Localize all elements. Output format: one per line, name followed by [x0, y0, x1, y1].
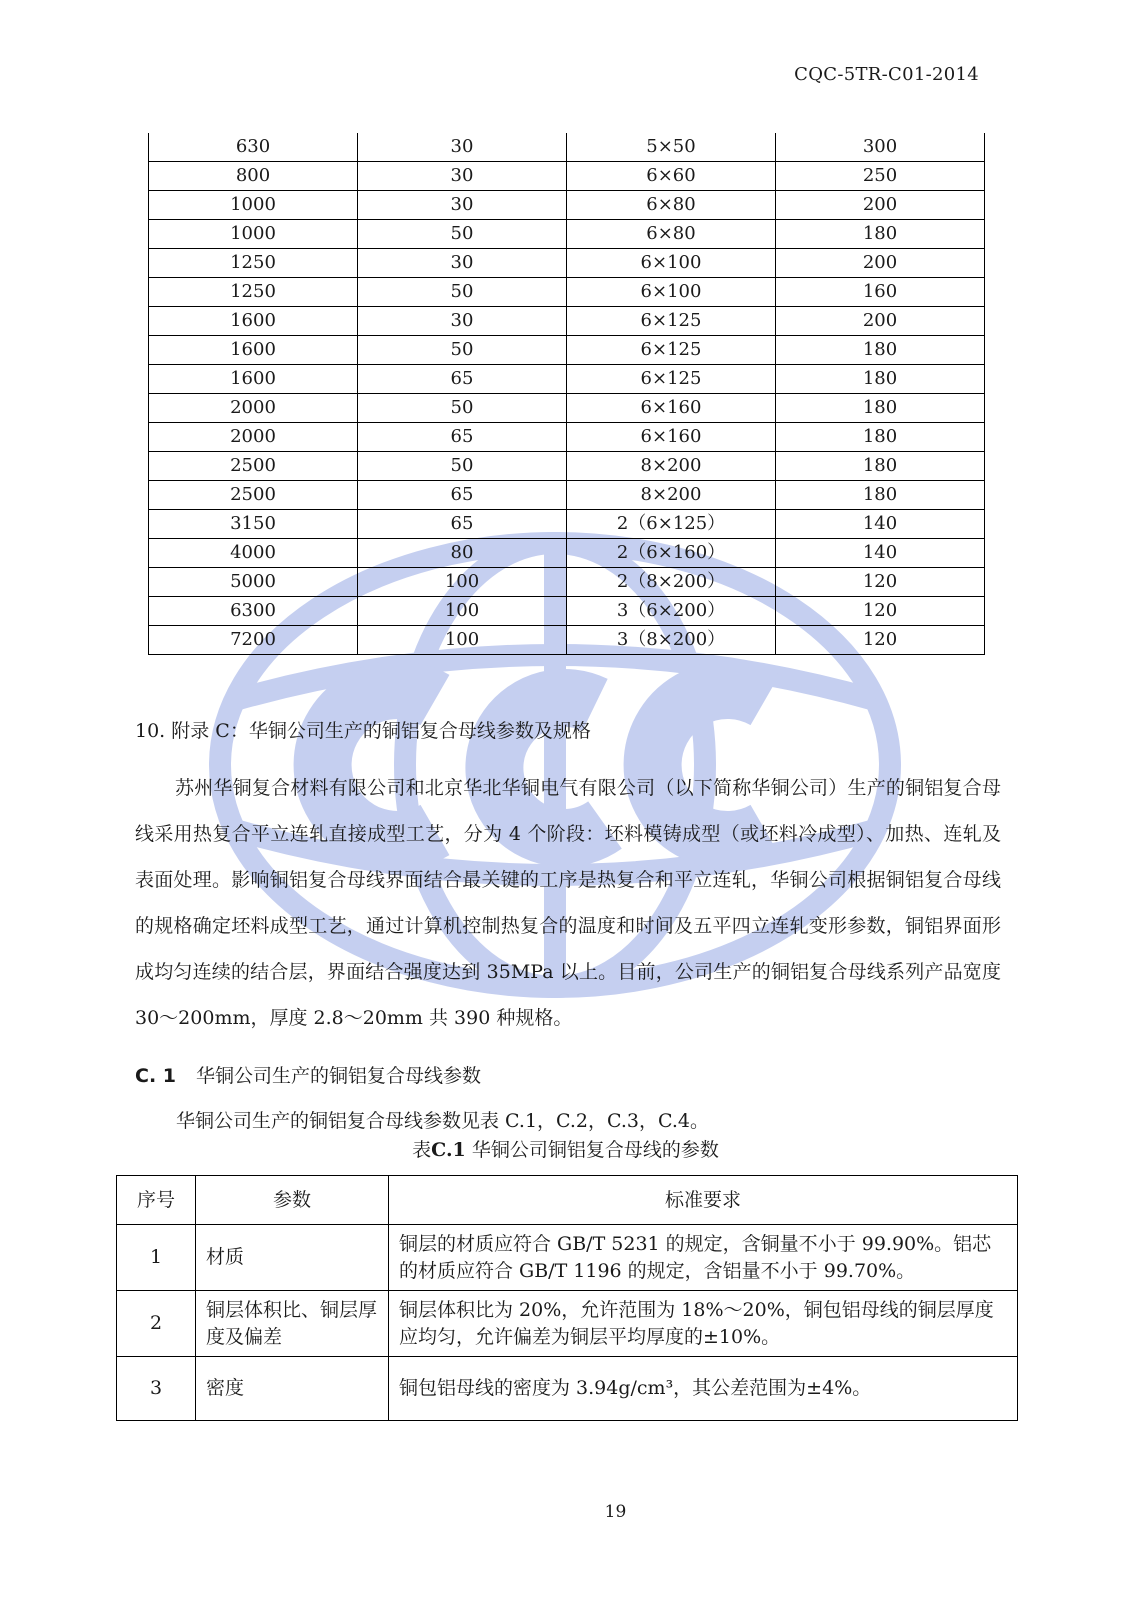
- table-cell: 1250: [149, 278, 358, 307]
- table-row: [149, 191, 985, 220]
- table-cell: 80: [358, 539, 567, 568]
- table-row: [149, 510, 985, 539]
- table-cell: 180: [776, 394, 985, 423]
- table-cell: 65: [358, 423, 567, 452]
- table-cell: 300: [776, 133, 985, 162]
- table-cell: 4000: [149, 539, 358, 568]
- table-cell: 铜包铝母线的密度为 3.94g/cm³，其公差范围为±4%。: [389, 1357, 1018, 1421]
- table-cell: 2500: [149, 452, 358, 481]
- table-cell: 100: [358, 597, 567, 626]
- table-cell: 120: [776, 568, 985, 597]
- table-cell: 140: [776, 539, 985, 568]
- table-cell: 50: [358, 220, 567, 249]
- table-cell: 65: [358, 365, 567, 394]
- table-cell: 120: [776, 626, 985, 655]
- table-cell: 7200: [149, 626, 358, 655]
- table-cell: 180: [776, 220, 985, 249]
- column-header: 序号: [117, 1176, 196, 1225]
- table-header-row: [117, 1176, 1018, 1225]
- table-cell: 180: [776, 336, 985, 365]
- page-number: 19: [604, 1502, 627, 1522]
- table-cell: 1250: [149, 249, 358, 278]
- table-cell: 1000: [149, 191, 358, 220]
- busbar-spec-table: [148, 133, 985, 655]
- table-cell: 1: [117, 1225, 196, 1291]
- table-cell: 120: [776, 597, 985, 626]
- table-row: [117, 1291, 1018, 1357]
- table-row: [149, 597, 985, 626]
- table-cell: 6×125: [567, 307, 776, 336]
- table-cell: 30: [358, 133, 567, 162]
- table-cell: 30: [358, 249, 567, 278]
- caption-number: C.1: [431, 1139, 466, 1161]
- table-cell: 6300: [149, 597, 358, 626]
- table-cell: 250: [776, 162, 985, 191]
- table-cell: 200: [776, 249, 985, 278]
- table-cell: 180: [776, 481, 985, 510]
- table-cell: 180: [776, 365, 985, 394]
- table-cell: 50: [358, 452, 567, 481]
- table-row: [149, 539, 985, 568]
- table-row: [149, 394, 985, 423]
- subsection-paragraph: 华铜公司生产的铜铝复合母线参数见表 C.1，C.2，C.3，C.4。: [176, 1110, 709, 1132]
- table-cell: 5×50: [567, 133, 776, 162]
- table-row: [149, 307, 985, 336]
- caption-prefix: 表: [412, 1139, 432, 1161]
- table-cell: 50: [358, 394, 567, 423]
- table-cell: 65: [358, 481, 567, 510]
- table-cell: 6×125: [567, 336, 776, 365]
- table-cell: 3: [117, 1357, 196, 1421]
- subsection-number: C. 1: [135, 1065, 176, 1087]
- param-table: [116, 1175, 1018, 1421]
- table-cell: 800: [149, 162, 358, 191]
- document-code: CQC-5TR-C01-2014: [794, 64, 979, 85]
- table-cell: 50: [358, 336, 567, 365]
- table-caption: [0, 1135, 1131, 1162]
- table-cell: 30: [358, 307, 567, 336]
- table-cell: 630: [149, 133, 358, 162]
- table-cell: 3（8×200）: [567, 626, 776, 655]
- table-cell: 65: [358, 510, 567, 539]
- table-cell: 5000: [149, 568, 358, 597]
- column-header: 参数: [196, 1176, 389, 1225]
- table-cell: 6×80: [567, 191, 776, 220]
- table-cell: 2（8×200）: [567, 568, 776, 597]
- table-cell: 3（6×200）: [567, 597, 776, 626]
- table-cell: 180: [776, 452, 985, 481]
- table-row: [149, 162, 985, 191]
- table-cell: 1600: [149, 336, 358, 365]
- table-row: [149, 336, 985, 365]
- table-cell: 1600: [149, 307, 358, 336]
- table-row: [149, 278, 985, 307]
- table-row: [149, 452, 985, 481]
- table-cell: 铜层体积比为 20%，允许范围为 18%～20%，铜包铝母线的铜层厚度应均匀，允许偏差为铜层平均厚度的±10%。: [389, 1291, 1018, 1357]
- table-row: [149, 249, 985, 278]
- body-paragraph: 苏州华铜复合材料有限公司和北京华北华铜电气有限公司（以下简称华铜公司）生产的铜铝复合母线采用热复合平立连轧直接成型工艺，分为 4 个阶段：坯料模铸成型（或坯料冷成型）、加热、连轧及表面处理。影响铜铝复合母线界面结合最关键的工序是热复合和平立连轧，华铜公司根据铜铝复合母线的规格确定坯料成型工艺，通过计算机控制热复合的温度和时间及五平四立连轧变形参数，铜铝界面形成均匀连续的结合层，界面结合强度达到 35MPa 以上。目前，公司生产的铜铝复合母线系列产品宽度 30～200mm，厚度 2.8～20mm 共 390 种规格。: [135, 777, 1001, 1029]
- table-cell: 2（6×125）: [567, 510, 776, 539]
- table-cell: 180: [776, 423, 985, 452]
- table-cell: 2500: [149, 481, 358, 510]
- table-cell: 6×80: [567, 220, 776, 249]
- table-cell: 2000: [149, 394, 358, 423]
- table-cell: 6×60: [567, 162, 776, 191]
- table-cell: 50: [358, 278, 567, 307]
- table-cell: 8×200: [567, 481, 776, 510]
- table-cell: 2000: [149, 423, 358, 452]
- table-cell: 8×200: [567, 452, 776, 481]
- table-row: [117, 1225, 1018, 1291]
- table-cell: 100: [358, 626, 567, 655]
- table-cell: 30: [358, 162, 567, 191]
- table-cell: 100: [358, 568, 567, 597]
- subsection-title: 华铜公司生产的铜铝复合母线参数: [196, 1065, 482, 1087]
- section-heading: 10. 附录 C：华铜公司生产的铜铝复合母线参数及规格: [135, 720, 591, 742]
- table-row: [149, 220, 985, 249]
- table-row: [149, 626, 985, 655]
- table-cell: 铜层的材质应符合 GB/T 5231 的规定，含铜量不小于 99.90%。铝芯的材质应符合 GB/T 1196 的规定，含铝量不小于 99.70%。: [389, 1225, 1018, 1291]
- table-cell: 1000: [149, 220, 358, 249]
- table-cell: 200: [776, 191, 985, 220]
- caption-title-text: 华铜公司铜铝复合母线的参数: [471, 1139, 719, 1161]
- table-row: [149, 481, 985, 510]
- table-cell: 密度: [196, 1357, 389, 1421]
- column-header: 标准要求: [389, 1176, 1018, 1225]
- table-cell: 1600: [149, 365, 358, 394]
- table-cell: 6×100: [567, 278, 776, 307]
- table-cell: 30: [358, 191, 567, 220]
- table-cell: 160: [776, 278, 985, 307]
- table-cell: 2: [117, 1291, 196, 1357]
- table-row: [149, 568, 985, 597]
- table-row: [117, 1357, 1018, 1421]
- table-cell: 2（6×160）: [567, 539, 776, 568]
- subsection-heading: [135, 1061, 481, 1088]
- table-cell: 6×100: [567, 249, 776, 278]
- table-cell: 200: [776, 307, 985, 336]
- table-cell: 6×125: [567, 365, 776, 394]
- table-cell: 6×160: [567, 394, 776, 423]
- table-cell: 3150: [149, 510, 358, 539]
- table-cell: 材质: [196, 1225, 389, 1291]
- table-cell: 铜层体积比、铜层厚度及偏差: [196, 1291, 389, 1357]
- table-row: [149, 133, 985, 162]
- table-cell: 140: [776, 510, 985, 539]
- table-row: [149, 365, 985, 394]
- table-row: [149, 423, 985, 452]
- table-cell: 6×160: [567, 423, 776, 452]
